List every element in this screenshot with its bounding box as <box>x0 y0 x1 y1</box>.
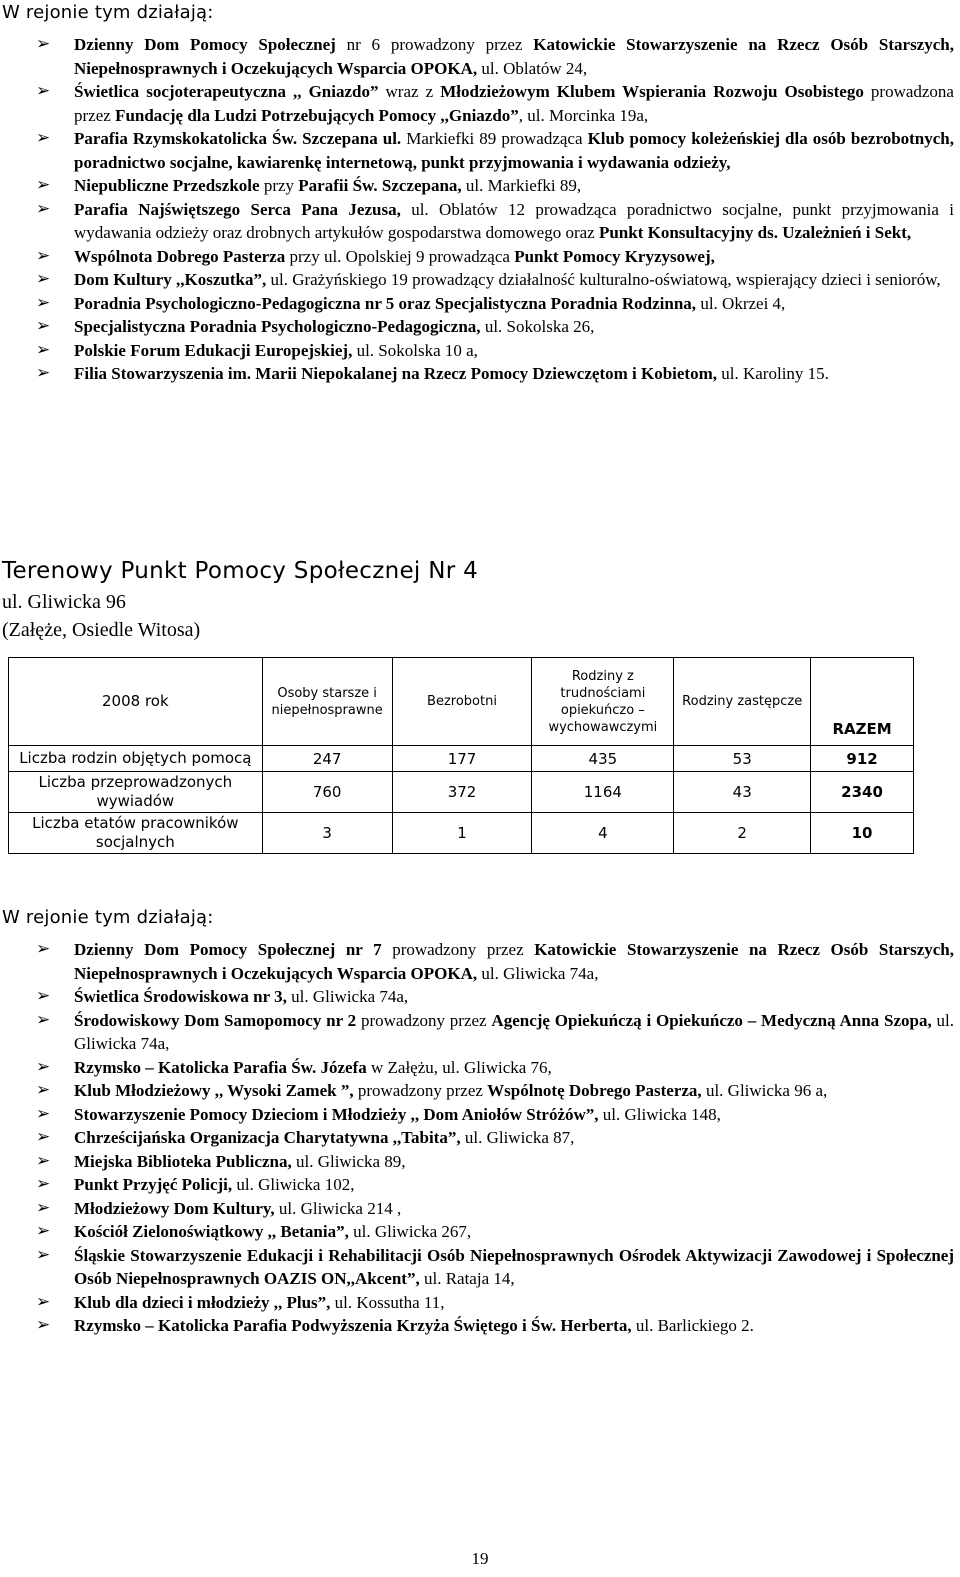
list-item <box>36 1197 954 1221</box>
list-item <box>36 1079 954 1103</box>
list-item-text: prowadzony przez <box>381 940 535 959</box>
list-item-bold-text: Środowiskowy Dom Samopomocy nr 2 <box>74 1010 357 1030</box>
list-item-text: ul. Karoliny 15. <box>717 364 829 383</box>
arrow-bullet-icon: ➢ <box>36 1127 51 1147</box>
list-item-bold-text: Punkt Przyjęć Policji, <box>74 1175 233 1194</box>
arrow-bullet-icon: ➢ <box>36 1174 51 1194</box>
list-item <box>36 292 954 316</box>
list-item-text: przy <box>259 176 299 195</box>
arrow-bullet-icon: ➢ <box>36 1009 51 1030</box>
col-header-unemployed: Bezrobotni <box>392 658 532 746</box>
list-item-text: prowadzona przez <box>74 82 954 125</box>
list-item-text: wraz z <box>378 82 441 101</box>
list-item-text: prowadzony przez <box>353 1081 488 1100</box>
list-item-text: ul. Kossutha 11, <box>330 1292 445 1312</box>
list-item-bold-text: Rzymsko – Katolicka Parafia Św. Józefa <box>74 1057 367 1077</box>
list-item-bold-text: Stowarzyszenie Pomocy Dzieciom i Młodzieży ,, Dom Aniołów Stróżów”, <box>74 1104 599 1124</box>
table-cell: 1164 <box>532 772 674 813</box>
list-item-text: ul. Gliwicka 148, <box>598 1104 721 1124</box>
table-cell: 53 <box>674 746 811 772</box>
list-item-bold-text: Klub pomocy koleżeńskiej dla osób bezrobotnych, poradnictwo socjalne, kawiarenkę internetową, punkt przyjmowania i wydawania odzieży, <box>74 129 955 172</box>
list-item-bold-text: Dzienny Dom Pomocy Społecznej <box>74 35 336 54</box>
arrow-bullet-icon: ➢ <box>36 245 51 266</box>
table-cell: 247 <box>262 746 392 772</box>
list-item-text: Markiefki 89 prowadząca <box>401 129 588 148</box>
list-item-text: ul. Gliwicka 214 , <box>274 1198 402 1218</box>
list-item-bold-text: Katowickie Stowarzyszenie na Rzecz Osób Starszych, Niepełnosprawnych i Oczekujących Wsparcia OPOKA, <box>74 35 954 78</box>
section-1-list <box>36 33 954 386</box>
list-item-bold-text: Punkt Konsultacyjny ds. Uzależnień i Sekt, <box>598 223 912 242</box>
col-header-families-difficulties: Rodziny z trudnościami opiekuńczo – wychowawczymi <box>532 658 674 746</box>
list-item-bold-text: Kościół Zielonoświątkowy ,, Betania”, <box>74 1222 349 1241</box>
list-item-text: nr 6 prowadzony przez <box>335 35 534 54</box>
page-number: 19 <box>471 1549 489 1568</box>
arrow-bullet-icon: ➢ <box>36 128 51 148</box>
row-total: 2340 <box>811 772 914 813</box>
list-item-bold-text: Młodzieżowym Klubem Wspierania Rozwoju Osobistego <box>440 82 864 101</box>
list-item-text: ul. Gliwicka 74a, <box>477 963 599 983</box>
list-item <box>36 198 954 245</box>
arrow-bullet-icon: ➢ <box>36 1315 51 1335</box>
list-item-bold-text: Wspólnotę Dobrego Pasterza, <box>487 1081 702 1100</box>
arrow-bullet-icon: ➢ <box>36 34 51 54</box>
list-item-text: ul. Oblatów 12 prowadząca poradnictwo socjalne, punkt przyjmowania i wydawania odzieży oraz drobnych artykułów gospodarstwa domowego oraz <box>74 199 954 242</box>
arrow-bullet-icon: ➢ <box>36 1197 51 1218</box>
list-item-bold-text: Chrześcijańska Organizacja Charytatywna ,,Tabita”, <box>74 1128 461 1147</box>
statistics-table <box>8 657 914 854</box>
arrow-bullet-icon: ➢ <box>36 339 51 360</box>
list-item-text: ul. Gliwicka 74a, <box>286 987 409 1006</box>
list-item <box>36 985 954 1009</box>
list-item <box>36 1220 954 1244</box>
list-item <box>36 174 954 198</box>
list-item-text: ul. Gliwicka 267, <box>348 1222 472 1241</box>
arrow-bullet-icon: ➢ <box>36 1056 51 1077</box>
list-item-bold-text: Katowickie Stowarzyszenie na Rzecz Osób Starszych, Niepełnosprawnych i Oczekujących Wsparcia OPOKA, <box>74 940 954 983</box>
arrow-bullet-icon: ➢ <box>36 1080 51 1100</box>
point-district: (Załęże, Osiedle Witosa) <box>2 619 201 641</box>
list-item-bold-text: Dom Kultury ,,Koszutka”, <box>74 270 267 289</box>
arrow-bullet-icon: ➢ <box>36 269 51 289</box>
table-cell: 3 <box>262 813 392 854</box>
list-item <box>36 245 954 269</box>
section-1-heading: W rejonie tym działają: <box>2 2 214 23</box>
list-item-bold-text: Parafia Najświętszego Serca Pana Jezusa, <box>74 199 401 219</box>
point-address: ul. Gliwicka 96 <box>2 591 126 613</box>
arrow-bullet-icon: ➢ <box>36 1291 51 1312</box>
list-item-bold-text: Młodzieżowy Dom Kultury, <box>74 1198 275 1218</box>
list-item <box>36 1126 954 1150</box>
row-label: Liczba etatów pracowników socjalnych <box>9 813 263 854</box>
list-item-text: w Załężu, ul. Gliwicka 76, <box>366 1057 552 1077</box>
list-item-text: ul. Sokolska 10 a, <box>352 340 478 360</box>
list-item <box>36 33 954 80</box>
table-row <box>9 746 914 772</box>
list-item <box>36 1173 954 1197</box>
list-item-bold-text: Klub dla dzieci i młodzieży ,, Plus”, <box>74 1292 331 1312</box>
list-item-bold-text: Niepubliczne Przedszkole <box>74 176 260 195</box>
row-total: 912 <box>811 746 914 772</box>
list-item-bold-text: Świetlica Środowiskowa nr 3, <box>74 987 287 1006</box>
arrow-bullet-icon: ➢ <box>36 175 51 195</box>
table-cell: 435 <box>532 746 674 772</box>
list-item-bold-text: Dzienny Dom Pomocy Społecznej nr 7 <box>74 940 382 959</box>
section-2-list <box>36 938 954 1338</box>
list-item <box>36 80 954 127</box>
list-item <box>36 315 954 339</box>
list-item-text: ul. Barlickiego 2. <box>631 1316 754 1335</box>
table-cell: 4 <box>532 813 674 854</box>
list-item-text: , ul. Morcinka 19a, <box>518 105 649 125</box>
list-item-bold-text: Agencję Opiekuńczą i Opiekuńczo – Medyczną Anna Szopa, <box>491 1010 932 1030</box>
list-item-text: ul. Markiefki 89, <box>461 176 582 195</box>
list-item-text: ul. Gliwicka 89, <box>291 1151 406 1171</box>
arrow-bullet-icon: ➢ <box>36 939 51 959</box>
list-item <box>36 1314 954 1338</box>
list-item-bold-text: Rzymsko – Katolicka Parafia Podwyższenia Krzyża Świętego i Św. Herberta, <box>74 1316 632 1335</box>
year-label: 2008 rok <box>9 658 263 746</box>
list-item-bold-text: Klub Młodzieżowy ,, Wysoki Zamek ”, <box>74 1081 354 1100</box>
list-item-text: prowadzony przez <box>356 1010 492 1030</box>
table-cell: 43 <box>674 772 811 813</box>
list-item-text: ul. Oblatów 24, <box>477 58 588 78</box>
arrow-bullet-icon: ➢ <box>36 1244 51 1265</box>
table-cell: 177 <box>392 746 532 772</box>
col-header-total: RAZEM <box>811 658 914 746</box>
list-item-text: ul. Gliwicka 74a, <box>74 1010 954 1053</box>
list-item-text: przy ul. Opolskiej 9 prowadząca <box>285 246 515 266</box>
arrow-bullet-icon: ➢ <box>36 1103 51 1124</box>
list-item-bold-text: Punkt Pomocy Kryzysowej, <box>514 246 715 266</box>
list-item-bold-text: Wspólnota Dobrego Pasterza <box>74 246 286 266</box>
list-item-text: ul. Sokolska 26, <box>480 317 595 336</box>
arrow-bullet-icon: ➢ <box>36 1221 51 1241</box>
table-cell: 760 <box>262 772 392 813</box>
list-item <box>36 1103 954 1127</box>
list-item <box>36 1244 954 1291</box>
section-2-heading: W rejonie tym działają: <box>2 907 214 928</box>
list-item <box>36 268 954 292</box>
table-row <box>9 772 914 813</box>
list-item-text: ul. Rataja 14, <box>419 1269 515 1288</box>
list-item <box>36 339 954 363</box>
list-item-bold-text: Polskie Forum Edukacji Europejskiej, <box>74 340 353 360</box>
col-header-foster-families: Rodziny zastępcze <box>674 658 811 746</box>
list-item <box>36 1056 954 1080</box>
list-item <box>36 938 954 985</box>
list-item-bold-text: Parafia Rzymskokatolicka Św. Szczepana ul. <box>74 129 402 148</box>
list-item <box>36 362 954 386</box>
list-item-bold-text: Fundację dla Ludzi Potrzebujących Pomocy ,,Gniazdo” <box>115 105 519 125</box>
arrow-bullet-icon: ➢ <box>36 292 51 313</box>
list-item-bold-text: Świetlica socjoterapeutyczna ,, Gniazdo” <box>74 82 379 101</box>
arrow-bullet-icon: ➢ <box>36 986 51 1006</box>
list-item-text: ul. Grażyńskiego 19 prowadzący działalność kulturalno-oświatową, wspierający dzieci i seniorów, <box>266 270 941 289</box>
arrow-bullet-icon: ➢ <box>36 316 51 336</box>
table-row <box>9 813 914 854</box>
list-item-text: ul. Gliwicka 102, <box>232 1175 355 1194</box>
table-header-row <box>9 658 914 746</box>
arrow-bullet-icon: ➢ <box>36 1150 51 1171</box>
list-item <box>36 1009 954 1056</box>
table-cell: 2 <box>674 813 811 854</box>
row-total: 10 <box>811 813 914 854</box>
list-item-text: ul. Okrzei 4, <box>696 293 786 313</box>
row-label: Liczba przeprowadzonych wywiadów <box>9 772 263 813</box>
list-item <box>36 127 954 174</box>
row-label: Liczba rodzin objętych pomocą <box>9 746 263 772</box>
list-item-bold-text: Poradnia Psychologiczno-Pedagogiczna nr 5 oraz Specjalistyczna Poradnia Rodzinna, <box>74 293 697 313</box>
table-cell: 1 <box>392 813 532 854</box>
arrow-bullet-icon: ➢ <box>36 81 51 101</box>
list-item <box>36 1291 954 1315</box>
arrow-bullet-icon: ➢ <box>36 198 51 219</box>
list-item-bold-text: Parafii Św. Szczepana, <box>298 176 462 195</box>
table-cell: 372 <box>392 772 532 813</box>
list-item-text: ul. Gliwicka 96 a, <box>701 1081 828 1100</box>
list-item-bold-text: Miejska Biblioteka Publiczna, <box>74 1151 292 1171</box>
col-header-seniors: Osoby starsze i niepełnosprawne <box>262 658 392 746</box>
list-item-bold-text: Specjalistyczna Poradnia Psychologiczno-Pedagogiczna, <box>74 317 481 336</box>
arrow-bullet-icon: ➢ <box>36 363 51 383</box>
point-title: Terenowy Punkt Pomocy Społecznej Nr 4 <box>2 558 479 584</box>
list-item <box>36 1150 954 1174</box>
list-item-bold-text: Filia Stowarzyszenia im. Marii Niepokalanej na Rzecz Pomocy Dziewczętom i Kobietom, <box>74 364 718 383</box>
list-item-text: ul. Gliwicka 87, <box>460 1128 575 1147</box>
list-item-bold-text: Śląskie Stowarzyszenie Edukacji i Rehabilitacji Osób Niepełnosprawnych Ośrodek Aktywizacji Zawodowej i Społecznej Osób Niepełnosprawnych OAZIS ON,,Akcent”, <box>74 1245 954 1288</box>
